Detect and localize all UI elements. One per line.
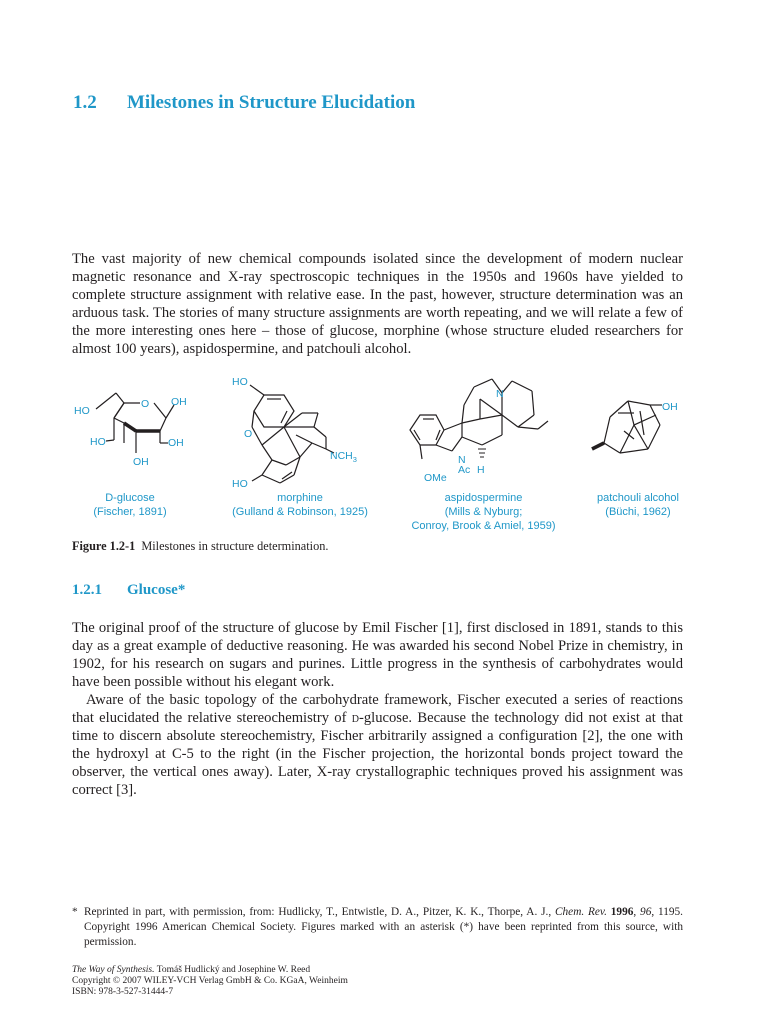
glucose-paragraph-2: Aware of the basic topology of the carbohydrate framework, Fischer executed a series of reactions that elucidated the relative stereochemistry of d-glucose. Because the technology did not exist at that time to discern absolute stereochemistry, Fischer arbitrarily assigned a configuration [2], the one with the hydroxyl at C-5 to the right (in the Fischer projection, the horizontal bonds project toward the observer, the vertical ones away). Later, X-ray crystallographic techniques proved his assignment was correct [3].	[72, 692, 683, 798]
footnote-text: Reprinted in part, with permission, from: Hudlicky, T., Entwistle, D. A., Pitzer, K. K., Thorpe, A. J., Chem. Rev. 1996, 96, 1195. Copyright 1996 American Chemical Society. Figures marked with an asterisk (*) have been reprinted from this source, with permission.	[84, 906, 684, 948]
svg-text:OH: OH	[171, 396, 187, 408]
patchouli-alcohol-structure	[588, 365, 688, 475]
figure-caption-text: Milestones in structure determination.	[141, 539, 329, 553]
svg-text:NCH3: $NCH_3$	[330, 450, 357, 464]
subsection-heading	[72, 582, 185, 599]
svg-text:N: N	[496, 388, 504, 400]
svg-text:OH: OH	[133, 456, 149, 468]
svg-text:HO: HO	[232, 376, 248, 388]
subsection-title: Glucose*	[127, 582, 186, 598]
patchouli-caption: patchouli alcohol (Büchi, 1962)	[597, 492, 679, 518]
figure-caption	[72, 539, 328, 554]
glucose-structure	[68, 365, 198, 475]
glucose-paragraph-1: The original proof of the structure of glucose by Emil Fischer [1], first disclosed in 1891, stands to this day as a great example of deductive reasoning. He was awarded his second Nobel Prize in chemistry, in 1902, for his research on sugars and purines. Little progress in the synthesis of carbohydrates would have been possible without his elegant work.	[72, 620, 683, 690]
svg-text:H: H	[477, 464, 485, 476]
svg-text:N: N	[458, 454, 466, 466]
svg-text:OH: OH	[168, 437, 184, 449]
section-heading	[73, 92, 415, 114]
aspidospermine-caption: aspidospermine (Mills & Nyburg; Conroy, Brook & Amiel, 1959)	[411, 492, 556, 532]
page-footer	[72, 965, 348, 998]
footer-copyright: Copyright © 2007 WILEY-VCH Verlag GmbH & Co. KGaA, Weinheim	[72, 976, 348, 986]
section-title: Milestones in Structure Elucidation	[127, 92, 416, 113]
footnote-mark: *	[72, 906, 78, 918]
svg-text:O: O	[244, 428, 253, 440]
aspidospermine-structure	[402, 365, 562, 490]
footer-isbn: ISBN: 978-3-527-31444-7	[72, 987, 174, 997]
figure-caption-label: Figure 1.2-1	[72, 539, 136, 553]
intro-paragraph: The vast majority of new chemical compounds isolated since the development of modern nuclear magnetic resonance and X-ray spectroscopic techniques in the 1950s and 1960s have yielded to complete structure assignment with relative ease. In the past, however, structure determination was an arduous task. The stories of many structure assignments are worth repeating, and we will relate a few of the more interesting ones here – those of glucose, morphine (whose structure eluded researchers for almost 100 years), aspidospermine, and patchouli alcohol.	[72, 251, 683, 357]
subsection-number: 1.2.1	[72, 582, 102, 598]
svg-text:HO: HO	[232, 478, 248, 490]
svg-text:OH: OH	[662, 401, 678, 413]
footnote	[72, 905, 683, 950]
footer-book-line: The Way of Synthesis. Tomáš Hudlický and Josephine W. Reed	[72, 965, 311, 975]
morphine-structure	[222, 365, 372, 490]
svg-text:OMe: OMe	[424, 472, 447, 484]
morphine-caption: morphine (Gulland & Robinson, 1925)	[232, 492, 368, 518]
glucose-body	[72, 619, 683, 799]
glucose-caption: D-glucose (Fischer, 1891)	[93, 492, 167, 518]
ring-oxygen-label: O	[141, 398, 150, 410]
svg-text:HO: HO	[74, 405, 90, 417]
section-number: 1.2	[73, 92, 97, 113]
svg-text:Ac: Ac	[458, 464, 471, 476]
svg-text:HO: HO	[90, 436, 106, 448]
